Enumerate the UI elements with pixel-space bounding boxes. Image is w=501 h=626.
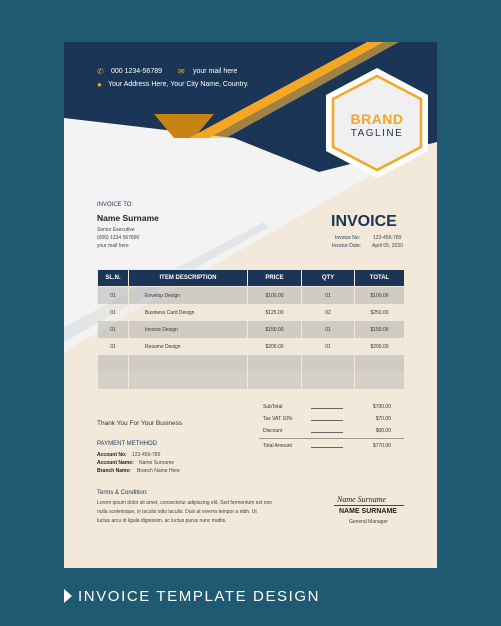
payment-method-title: PAYMENT METHHOD <box>97 441 158 447</box>
thank-you-text: Thank You For Your Business <box>97 420 183 427</box>
cell-qty: 01 <box>302 321 355 338</box>
total-amount-line <box>311 447 343 448</box>
account-no-label: Account No: <box>97 452 127 458</box>
location-pin-icon: ● <box>97 80 102 89</box>
invoice-no-label: Invoice No: <box>335 235 361 241</box>
branch-name-value: Branch Name Here <box>137 468 180 474</box>
items-table <box>97 269 405 389</box>
cell-total <box>355 355 405 372</box>
account-name-value: Name Surname <box>139 460 175 466</box>
cell-sl: 01 <box>98 304 129 321</box>
cell-price: $100.00 <box>248 287 302 305</box>
brand-tagline: TAGLINE <box>350 128 404 139</box>
cell-qty: 01 <box>302 338 355 355</box>
terms-line-2: nulla scelerisque, in iaculis odio iaculis. Duis at viverra tempor a nibh. Ut <box>97 509 257 515</box>
invoice-no-value: 123-456-789 <box>373 235 402 241</box>
table-row <box>98 338 405 355</box>
signatory-title: General Manager <box>349 519 388 525</box>
cell-qty: 02 <box>302 304 355 321</box>
cell-qty <box>302 372 355 389</box>
cell-total: $150.00 <box>355 321 405 338</box>
phone-icon: ✆ <box>97 67 104 76</box>
cell-description: Business Card Design <box>129 304 248 321</box>
discount-row <box>263 428 391 436</box>
table-row <box>98 321 405 338</box>
cell-price: $200.00 <box>248 338 302 355</box>
tax-line <box>311 420 343 421</box>
cell-sl: 01 <box>98 287 129 305</box>
cell-total: $200.00 <box>355 338 405 355</box>
signature-script: Name Surname <box>337 495 387 504</box>
header-description: ITEM DESCRIPTION <box>129 270 248 287</box>
cell-price: $125.00 <box>248 304 302 321</box>
cell-sl <box>98 355 129 372</box>
cell-total: $250.00 <box>355 304 405 321</box>
header-qty: QTY <box>302 270 355 287</box>
header-sl: SL.N. <box>98 270 129 287</box>
total-amount-value: $770.00 <box>372 443 391 449</box>
totals-divider <box>259 438 404 439</box>
subtotal-line <box>311 408 343 409</box>
cell-qty <box>302 355 355 372</box>
invoice-date-label: Invoice Date: <box>332 243 362 249</box>
table-row <box>98 287 405 305</box>
cell-total: $100.00 <box>355 287 405 305</box>
total-amount-row <box>263 443 391 451</box>
cell-description: Envelop Design <box>129 287 248 305</box>
cell-sl <box>98 372 129 389</box>
cell-sl: 01 <box>98 338 129 355</box>
subtotal-row <box>263 404 391 412</box>
header-phone: 000 1234-56789 <box>111 68 162 75</box>
terms-line-3: luctus arcu id ligula dignissim, ac luctus purus nunc mattis. <box>97 518 227 524</box>
account-name-label: Account Name: <box>97 460 134 466</box>
cell-qty: 01 <box>302 287 355 305</box>
client-name: Name Surname <box>97 213 159 223</box>
client-email: your mail here <box>97 243 129 249</box>
tax-row <box>263 416 391 424</box>
cell-price: $150.00 <box>248 321 302 338</box>
table-row <box>98 372 405 389</box>
tax-value: $70.00 <box>375 416 391 422</box>
header-total: TOTAL <box>355 270 405 287</box>
cell-description: Resume Design <box>129 338 248 355</box>
cell-description <box>129 355 248 372</box>
account-no-value: 123-456-789 <box>132 452 161 458</box>
play-triangle-icon <box>64 589 72 603</box>
cell-description <box>129 372 248 389</box>
brand-logo <box>322 66 432 180</box>
total-amount-label: Total Amount <box>263 443 292 449</box>
cell-description: Invoice Design <box>129 321 248 338</box>
table-row <box>98 304 405 321</box>
table-header-row <box>98 270 405 287</box>
discount-line <box>311 432 343 433</box>
tax-label: Tax VAT 10% <box>263 416 293 422</box>
invoice-sheet <box>64 42 437 568</box>
terms-line-1: Lorem ipsum dolor sit amet, consectetur adipiscing elit. Sed fermentum est non <box>97 500 273 506</box>
cell-price <box>248 372 302 389</box>
terms-title: Terms & Condition: <box>97 490 148 496</box>
signature-line <box>334 505 404 506</box>
client-role: Senior Executive <box>97 227 135 233</box>
invoice-title: INVOICE <box>331 213 397 230</box>
invoice-date-value: April 05, 2030 <box>372 243 403 249</box>
invoice-to-label: INVOICE TO: <box>97 202 134 208</box>
branch-name-label: Branch Name: <box>97 468 131 474</box>
table-row <box>98 355 405 372</box>
discount-label: Discount <box>263 428 283 434</box>
subtotal-label: SubTotal <box>263 404 283 410</box>
header-address: Your Address Here, Your City Name, Country. <box>108 81 249 88</box>
header-email: your mail here <box>193 68 238 75</box>
header-price: PRICE <box>248 270 302 287</box>
discount-value: $00.00 <box>375 428 391 434</box>
cell-sl: 01 <box>98 321 129 338</box>
mail-icon: ✉ <box>178 67 185 76</box>
brand-name: BRAND <box>350 111 404 127</box>
cell-total <box>355 372 405 389</box>
cell-price <box>248 355 302 372</box>
signatory-name: NAME SURNAME <box>339 508 397 515</box>
footer-caption <box>0 587 501 605</box>
subtotal-value: $700.00 <box>372 404 391 410</box>
footer-title: INVOICE TEMPLATE DESIGN <box>78 588 321 605</box>
client-phone: (000) 1234 567890 <box>97 235 140 241</box>
